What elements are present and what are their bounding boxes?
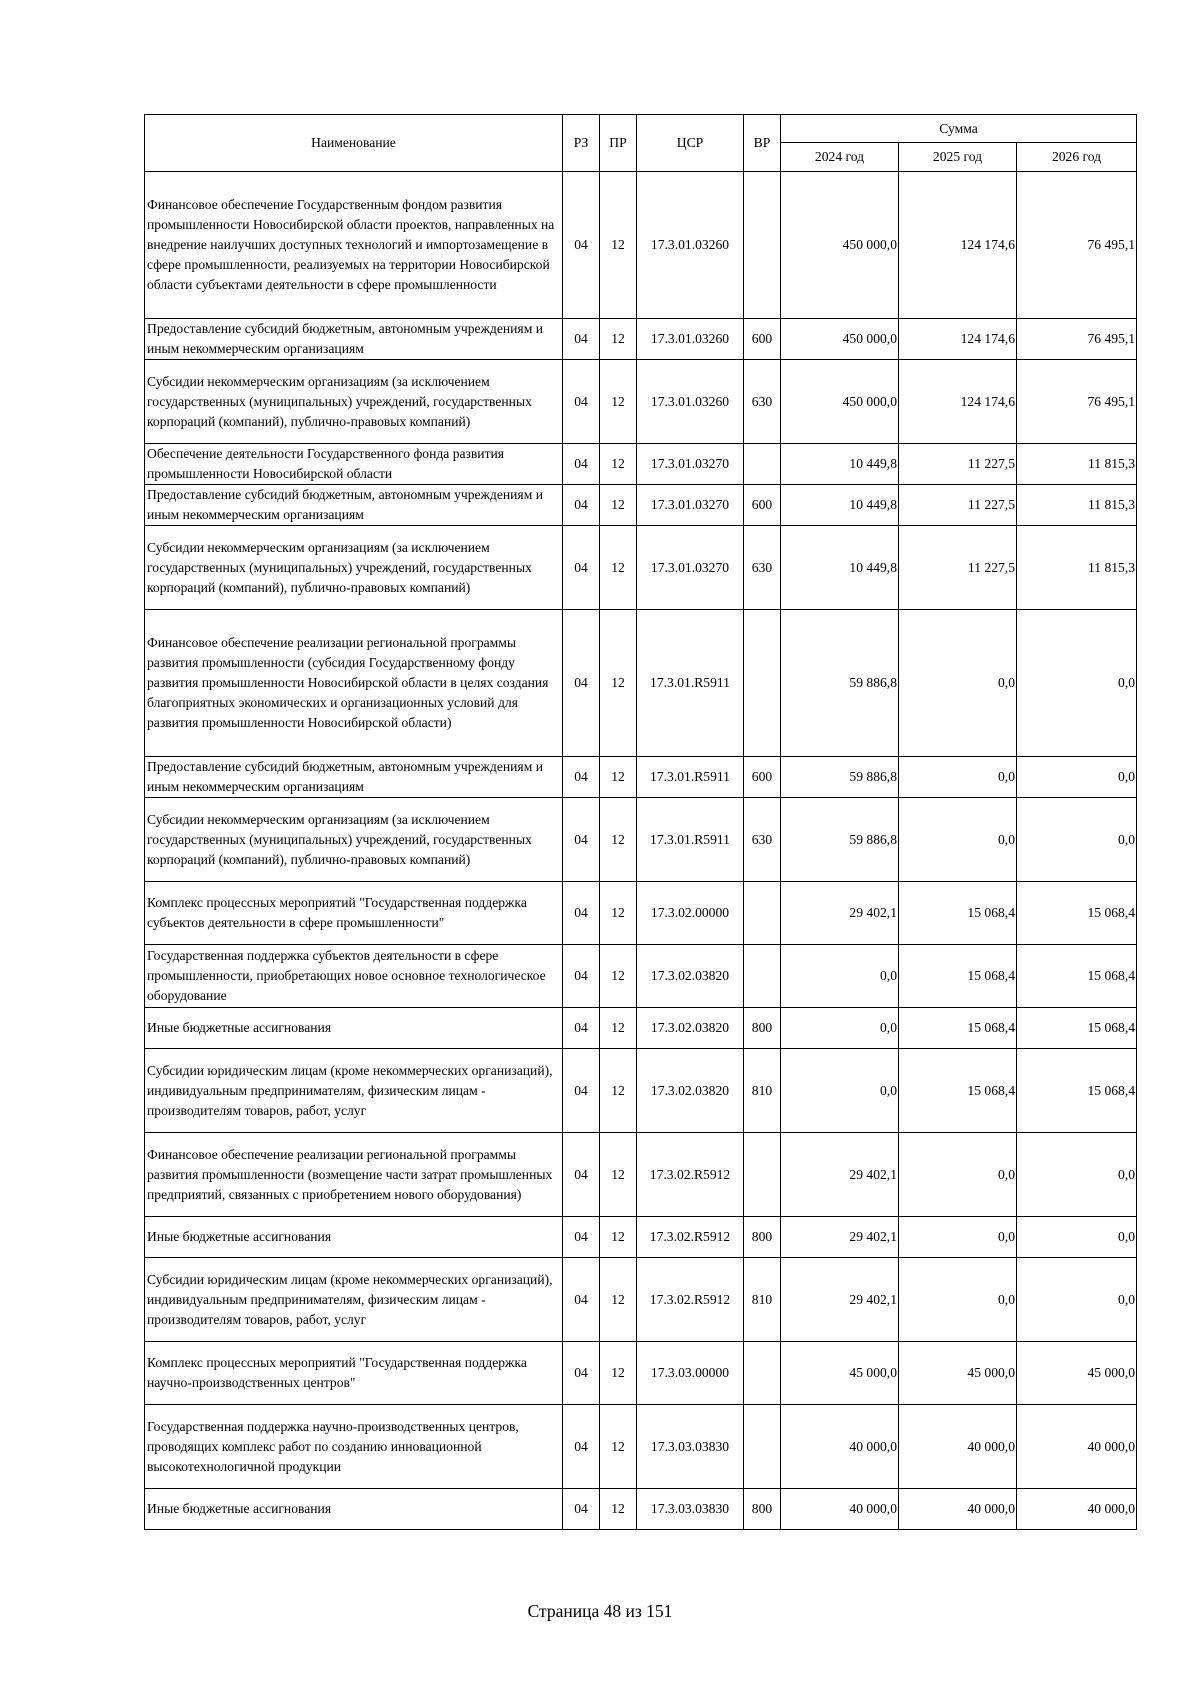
cell-sum-2026: 0,0 (1017, 798, 1137, 882)
cell-vr (744, 1405, 781, 1489)
cell-sum-2024: 450 000,0 (781, 172, 899, 319)
cell-vr: 810 (744, 1049, 781, 1133)
table-header (145, 115, 1137, 172)
cell-name: Субсидии некоммерческим организациям (за исключением государственных (муниципальных) учреждений, государственных корпораций (компаний), публично-правовых компаний) (145, 360, 563, 444)
cell-csr: 17.3.02.03820 (637, 945, 744, 1008)
cell-csr: 17.3.01.R5911 (637, 757, 744, 798)
cell-sum-2026: 15 068,4 (1017, 1049, 1137, 1133)
table-row (145, 1405, 1137, 1489)
cell-sum-2024: 29 402,1 (781, 1133, 899, 1217)
cell-rz: 04 (563, 1342, 600, 1405)
cell-sum-2026: 0,0 (1017, 757, 1137, 798)
cell-vr (744, 1133, 781, 1217)
cell-sum-2025: 40 000,0 (899, 1489, 1017, 1530)
table-row (145, 319, 1137, 360)
cell-sum-2025: 0,0 (899, 1133, 1017, 1217)
cell-rz: 04 (563, 945, 600, 1008)
cell-csr: 17.3.01.R5911 (637, 610, 744, 757)
cell-csr: 17.3.03.00000 (637, 1342, 744, 1405)
table-row (145, 526, 1137, 610)
table-row (145, 485, 1137, 526)
cell-sum-2024: 0,0 (781, 945, 899, 1008)
cell-rz: 04 (563, 360, 600, 444)
table-row (145, 1049, 1137, 1133)
header-csr: ЦСР (637, 115, 744, 172)
cell-name: Иные бюджетные ассигнования (145, 1217, 563, 1258)
cell-name: Субсидии некоммерческим организациям (за исключением государственных (муниципальных) учреждений, государственных корпораций (компаний), публично-правовых компаний) (145, 798, 563, 882)
cell-csr: 17.3.03.03830 (637, 1405, 744, 1489)
cell-sum-2026: 76 495,1 (1017, 172, 1137, 319)
cell-sum-2024: 450 000,0 (781, 360, 899, 444)
cell-vr (744, 444, 781, 485)
table-row (145, 1008, 1137, 1049)
cell-sum-2024: 59 886,8 (781, 757, 899, 798)
cell-sum-2024: 29 402,1 (781, 1217, 899, 1258)
cell-sum-2026: 0,0 (1017, 1133, 1137, 1217)
cell-pr: 12 (600, 610, 637, 757)
cell-name: Финансовое обеспечение реализации региональной программы развития промышленности (возмещение части затрат промышленных предприятий, связанных с приобретением нового оборудования) (145, 1133, 563, 1217)
cell-sum-2025: 0,0 (899, 1217, 1017, 1258)
cell-vr: 800 (744, 1489, 781, 1530)
cell-vr: 600 (744, 757, 781, 798)
cell-vr: 800 (744, 1217, 781, 1258)
cell-sum-2026: 11 815,3 (1017, 526, 1137, 610)
cell-name: Государственная поддержка субъектов деятельности в сфере промышленности, приобретающих новое основное технологическое оборудование (145, 945, 563, 1008)
cell-pr: 12 (600, 1258, 637, 1342)
table-row (145, 945, 1137, 1008)
cell-csr: 17.3.01.03260 (637, 319, 744, 360)
table-row (145, 172, 1137, 319)
cell-vr: 630 (744, 798, 781, 882)
table-row (145, 1217, 1137, 1258)
cell-rz: 04 (563, 526, 600, 610)
cell-rz: 04 (563, 172, 600, 319)
cell-vr (744, 945, 781, 1008)
cell-name: Иные бюджетные ассигнования (145, 1008, 563, 1049)
cell-pr: 12 (600, 444, 637, 485)
cell-sum-2024: 10 449,8 (781, 444, 899, 485)
cell-name: Комплекс процессных мероприятий "Государственная поддержка научно-производственных центров" (145, 1342, 563, 1405)
cell-sum-2025: 11 227,5 (899, 444, 1017, 485)
cell-pr: 12 (600, 1405, 637, 1489)
cell-vr: 810 (744, 1258, 781, 1342)
cell-sum-2026: 0,0 (1017, 610, 1137, 757)
cell-sum-2024: 10 449,8 (781, 526, 899, 610)
cell-vr (744, 1342, 781, 1405)
cell-pr: 12 (600, 757, 637, 798)
table-row (145, 360, 1137, 444)
cell-csr: 17.3.01.03270 (637, 526, 744, 610)
table-row (145, 1133, 1137, 1217)
cell-sum-2025: 124 174,6 (899, 172, 1017, 319)
cell-csr: 17.3.02.00000 (637, 882, 744, 945)
cell-csr: 17.3.01.03270 (637, 485, 744, 526)
cell-csr: 17.3.01.03270 (637, 444, 744, 485)
cell-csr: 17.3.01.R5911 (637, 798, 744, 882)
cell-name: Финансовое обеспечение реализации региональной программы развития промышленности (субсидия Государственному фонду развития промышленности Новосибирской области в целях создания благоприятных экономических и организационных условий для развития промышленности Новосибирской области) (145, 610, 563, 757)
header-rz: РЗ (563, 115, 600, 172)
cell-csr: 17.3.03.03830 (637, 1489, 744, 1530)
cell-csr: 17.3.02.03820 (637, 1049, 744, 1133)
table-row (145, 1258, 1137, 1342)
header-row-1 (145, 115, 1137, 143)
cell-sum-2025: 15 068,4 (899, 1049, 1017, 1133)
cell-sum-2025: 11 227,5 (899, 526, 1017, 610)
budget-table (144, 114, 1137, 1530)
cell-vr: 600 (744, 485, 781, 526)
cell-pr: 12 (600, 360, 637, 444)
table-row (145, 1342, 1137, 1405)
cell-name: Государственная поддержка научно-производственных центров, проводящих комплекс работ по созданию инновационной высокотехнологичной продукции (145, 1405, 563, 1489)
cell-name: Субсидии юридическим лицам (кроме некоммерческих организаций), индивидуальным предпринимателям, физическим лицам - производителям товаров, работ, услуг (145, 1258, 563, 1342)
cell-vr (744, 882, 781, 945)
cell-rz: 04 (563, 798, 600, 882)
table-row (145, 882, 1137, 945)
cell-sum-2025: 0,0 (899, 757, 1017, 798)
cell-pr: 12 (600, 1217, 637, 1258)
cell-name: Иные бюджетные ассигнования (145, 1489, 563, 1530)
cell-sum-2025: 45 000,0 (899, 1342, 1017, 1405)
table-row (145, 757, 1137, 798)
cell-pr: 12 (600, 485, 637, 526)
table-row (145, 1489, 1137, 1530)
cell-rz: 04 (563, 1489, 600, 1530)
table-row (145, 798, 1137, 882)
cell-vr: 800 (744, 1008, 781, 1049)
cell-vr: 630 (744, 360, 781, 444)
cell-sum-2025: 15 068,4 (899, 1008, 1017, 1049)
cell-sum-2026: 15 068,4 (1017, 882, 1137, 945)
cell-sum-2026: 40 000,0 (1017, 1489, 1137, 1530)
cell-pr: 12 (600, 1342, 637, 1405)
cell-sum-2026: 0,0 (1017, 1217, 1137, 1258)
cell-vr (744, 172, 781, 319)
cell-rz: 04 (563, 1049, 600, 1133)
cell-csr: 17.3.02.R5912 (637, 1217, 744, 1258)
cell-rz: 04 (563, 610, 600, 757)
cell-sum-2026: 76 495,1 (1017, 360, 1137, 444)
cell-sum-2024: 450 000,0 (781, 319, 899, 360)
cell-sum-2024: 59 886,8 (781, 610, 899, 757)
cell-vr (744, 610, 781, 757)
cell-sum-2026: 11 815,3 (1017, 444, 1137, 485)
cell-pr: 12 (600, 1133, 637, 1217)
cell-csr: 17.3.01.03260 (637, 172, 744, 319)
cell-rz: 04 (563, 757, 600, 798)
header-name: Наименование (145, 115, 563, 172)
cell-pr: 12 (600, 172, 637, 319)
cell-sum-2025: 15 068,4 (899, 945, 1017, 1008)
cell-csr: 17.3.02.R5912 (637, 1133, 744, 1217)
page-number: Страница 48 из 151 (527, 1601, 673, 1621)
cell-sum-2026: 11 815,3 (1017, 485, 1137, 526)
cell-csr: 17.3.02.R5912 (637, 1258, 744, 1342)
cell-sum-2026: 0,0 (1017, 1258, 1137, 1342)
cell-name: Финансовое обеспечение Государственным фондом развития промышленности Новосибирской области проектов, направленных на внедрение наилучших доступных технологий и импортозамещение в сфере промышленности, реализуемых на территории Новосибирской области субъектами деятельности в сфере промышленности (145, 172, 563, 319)
header-year-2026: 2026 год (1017, 143, 1137, 172)
header-vr: ВР (744, 115, 781, 172)
table-body (145, 172, 1137, 1530)
cell-sum-2026: 40 000,0 (1017, 1405, 1137, 1489)
cell-name: Предоставление субсидий бюджетным, автономным учреждениям и иным некоммерческим организациям (145, 485, 563, 526)
cell-pr: 12 (600, 1049, 637, 1133)
cell-sum-2024: 29 402,1 (781, 1258, 899, 1342)
cell-pr: 12 (600, 882, 637, 945)
cell-sum-2025: 124 174,6 (899, 360, 1017, 444)
cell-sum-2025: 15 068,4 (899, 882, 1017, 945)
table-row (145, 444, 1137, 485)
cell-sum-2026: 15 068,4 (1017, 945, 1137, 1008)
cell-rz: 04 (563, 1258, 600, 1342)
cell-rz: 04 (563, 1133, 600, 1217)
cell-pr: 12 (600, 798, 637, 882)
cell-csr: 17.3.02.03820 (637, 1008, 744, 1049)
cell-sum-2024: 59 886,8 (781, 798, 899, 882)
cell-sum-2025: 0,0 (899, 798, 1017, 882)
cell-vr: 630 (744, 526, 781, 610)
cell-pr: 12 (600, 319, 637, 360)
cell-rz: 04 (563, 882, 600, 945)
cell-rz: 04 (563, 444, 600, 485)
cell-pr: 12 (600, 526, 637, 610)
cell-vr: 600 (744, 319, 781, 360)
cell-sum-2026: 15 068,4 (1017, 1008, 1137, 1049)
cell-sum-2024: 45 000,0 (781, 1342, 899, 1405)
header-year-2025: 2025 год (899, 143, 1017, 172)
cell-name: Предоставление субсидий бюджетным, автономным учреждениям и иным некоммерческим организациям (145, 757, 563, 798)
cell-sum-2026: 45 000,0 (1017, 1342, 1137, 1405)
header-pr: ПР (600, 115, 637, 172)
cell-sum-2024: 40 000,0 (781, 1489, 899, 1530)
cell-name: Обеспечение деятельности Государственного фонда развития промышленности Новосибирской области (145, 444, 563, 485)
cell-sum-2026: 76 495,1 (1017, 319, 1137, 360)
cell-pr: 12 (600, 1008, 637, 1049)
cell-sum-2024: 0,0 (781, 1008, 899, 1049)
cell-name: Субсидии юридическим лицам (кроме некоммерческих организаций), индивидуальным предпринимателям, физическим лицам - производителям товаров, работ, услуг (145, 1049, 563, 1133)
cell-sum-2025: 124 174,6 (899, 319, 1017, 360)
cell-name: Предоставление субсидий бюджетным, автономным учреждениям и иным некоммерческим организациям (145, 319, 563, 360)
cell-pr: 12 (600, 945, 637, 1008)
cell-name: Субсидии некоммерческим организациям (за исключением государственных (муниципальных) учреждений, государственных корпораций (компаний), публично-правовых компаний) (145, 526, 563, 610)
cell-sum-2024: 0,0 (781, 1049, 899, 1133)
cell-sum-2024: 10 449,8 (781, 485, 899, 526)
cell-rz: 04 (563, 1008, 600, 1049)
cell-sum-2025: 0,0 (899, 610, 1017, 757)
cell-name: Комплекс процессных мероприятий "Государственная поддержка субъектов деятельности в сфере промышленности" (145, 882, 563, 945)
cell-sum-2024: 29 402,1 (781, 882, 899, 945)
cell-pr: 12 (600, 1489, 637, 1530)
cell-csr: 17.3.01.03260 (637, 360, 744, 444)
header-sum: Сумма (781, 115, 1137, 143)
cell-rz: 04 (563, 485, 600, 526)
cell-sum-2025: 0,0 (899, 1258, 1017, 1342)
header-year-2024: 2024 год (781, 143, 899, 172)
table-row (145, 610, 1137, 757)
cell-rz: 04 (563, 1217, 600, 1258)
cell-sum-2025: 40 000,0 (899, 1405, 1017, 1489)
cell-sum-2024: 40 000,0 (781, 1405, 899, 1489)
cell-sum-2025: 11 227,5 (899, 485, 1017, 526)
cell-rz: 04 (563, 319, 600, 360)
cell-rz: 04 (563, 1405, 600, 1489)
